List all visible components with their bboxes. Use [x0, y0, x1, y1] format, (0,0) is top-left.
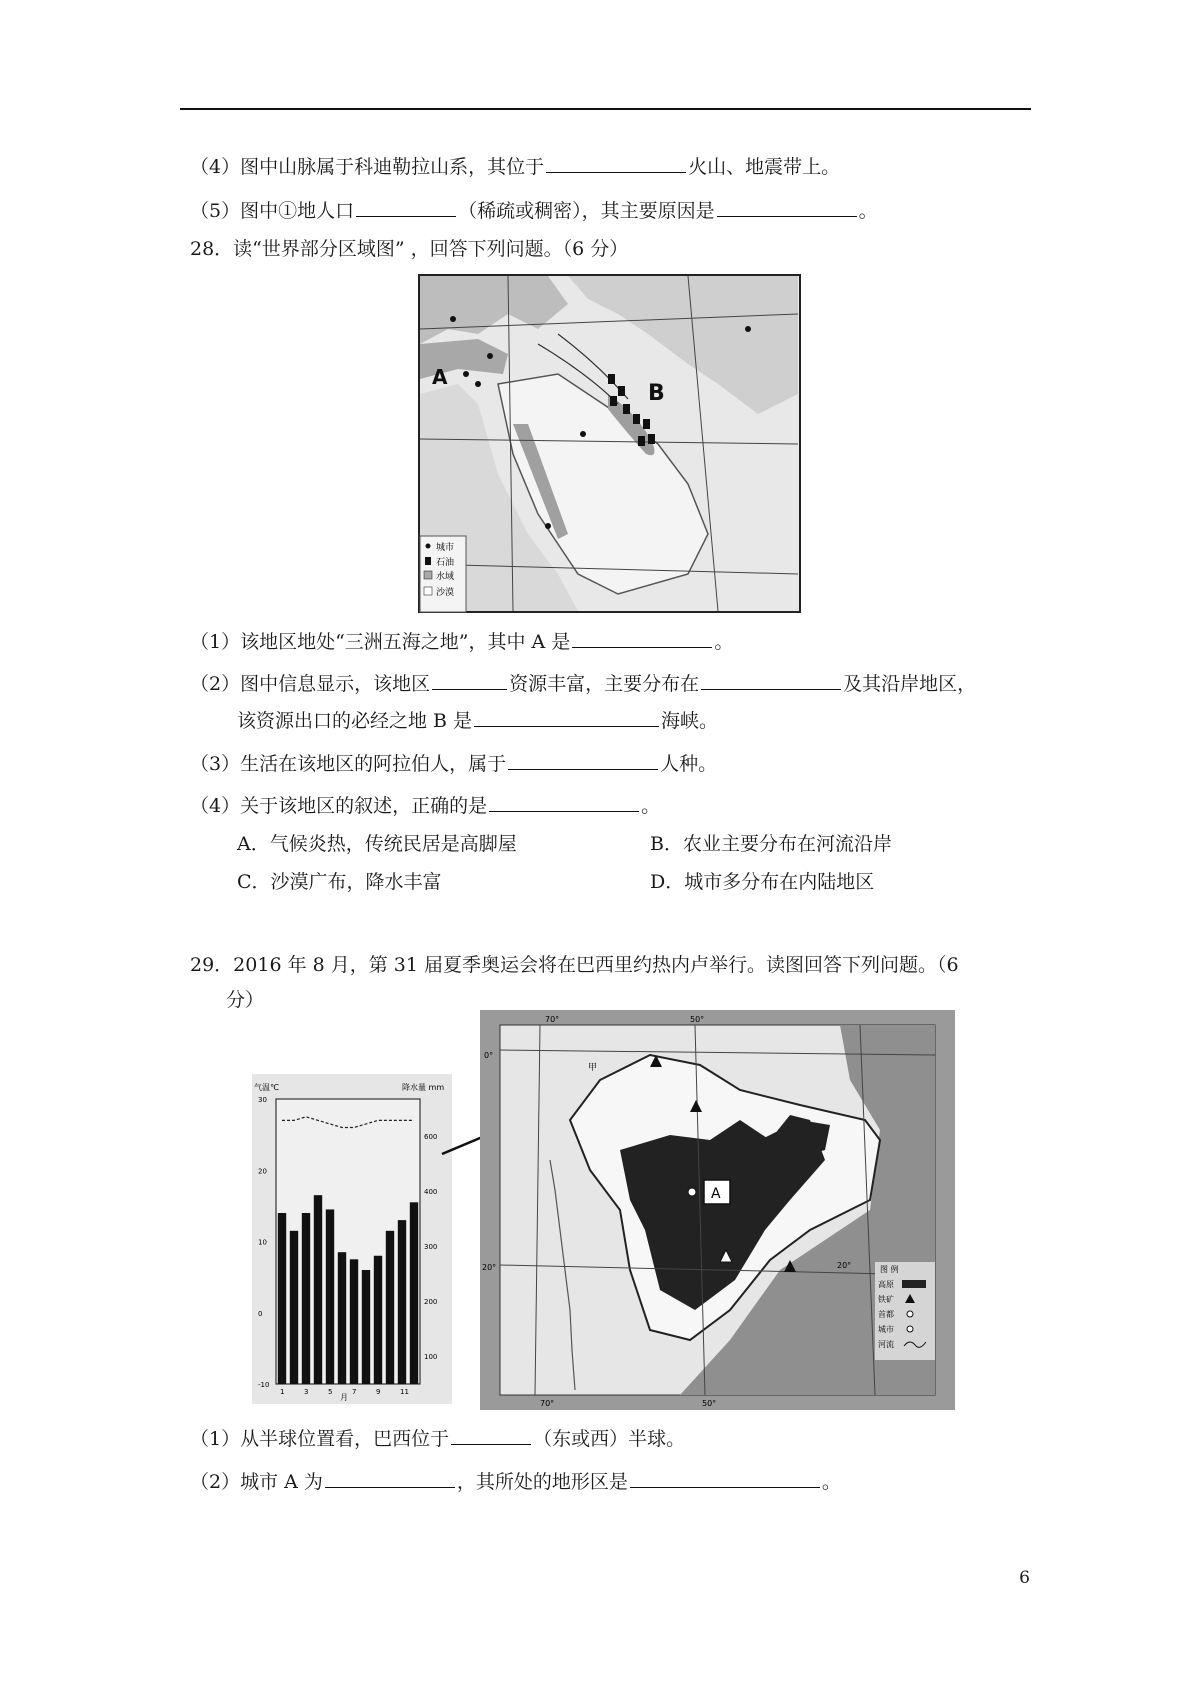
header-rule [180, 108, 1031, 110]
map-legend [420, 536, 466, 612]
q27-item5-text: （5）图中①地人口 [190, 200, 355, 222]
q28-item4 [190, 791, 660, 819]
q28-item2b-text: 该资源出口的必经之地 B 是 [237, 710, 473, 732]
climate-chart [252, 1074, 452, 1404]
answer-blank[interactable] [489, 791, 639, 812]
q28-item2 [190, 669, 976, 697]
q28-item4-text: （4）关于该地区的叙述，正确的是 [190, 795, 488, 817]
legend-city: 城市 [436, 543, 455, 553]
lat-label: 20° [482, 1263, 497, 1272]
page-number: 6 [1019, 1568, 1030, 1588]
answer-blank[interactable] [701, 669, 841, 690]
precip-tick-label: 600 [424, 1133, 438, 1141]
q28-option-d[interactable]: D．城市多分布在内陆地区 [650, 871, 875, 893]
q29-item1-text: （1）从半球位置看，巴西位于 [190, 1428, 450, 1450]
q27-item4-text: （4）图中山脉属于科迪勒拉山系，其位于 [190, 156, 545, 178]
month-tick-label: 9 [376, 1388, 381, 1396]
q29-item2 [190, 1467, 841, 1495]
q29-item2-text: （2）城市 A 为 [190, 1471, 323, 1493]
climate-xlabel: 月 [340, 1393, 348, 1402]
precip-bar [362, 1270, 370, 1384]
answer-blank[interactable] [451, 1424, 531, 1445]
q28-item1-text: （1）该地区地处“三洲五海之地”，其中 A 是 [190, 631, 571, 653]
precip-tick-label: 200 [424, 1298, 438, 1306]
legend-iron: 铁矿 [878, 1295, 894, 1304]
lon-label: 70° [540, 1399, 555, 1408]
answer-blank[interactable] [432, 669, 507, 690]
lat-label: 0° [484, 1051, 494, 1060]
temp-tick-label: 20 [258, 1167, 267, 1176]
precip-bar [350, 1259, 358, 1384]
month-tick-label: 11 [400, 1388, 409, 1396]
precip-tick-label: 400 [424, 1188, 438, 1196]
precip-bar [386, 1231, 394, 1384]
climate-ylabel-left: 气温℃ [254, 1083, 279, 1092]
precip-bar [398, 1220, 406, 1384]
q28-item2-tail: 及其沿岸地区， [843, 673, 977, 695]
temp-tick-label: 30 [258, 1096, 267, 1104]
precip-bar [410, 1202, 418, 1384]
lon-label: 70° [545, 1015, 560, 1024]
brazil-map [480, 1010, 955, 1410]
climate-ylabel-right: 降水量 mm [402, 1083, 445, 1092]
legend-river: 河流 [878, 1340, 894, 1349]
precip-tick-label: 300 [424, 1243, 438, 1251]
middle-east-map [418, 274, 801, 613]
legend-capital: 首都 [878, 1310, 894, 1319]
answer-blank[interactable] [474, 706, 659, 727]
lon-label: 50° [702, 1399, 717, 1408]
precip-bar [302, 1213, 310, 1384]
answer-blank[interactable] [546, 152, 686, 173]
map-label-a: A [432, 365, 448, 389]
answer-blank[interactable] [356, 196, 456, 217]
month-tick-label: 1 [280, 1388, 285, 1396]
answer-blank[interactable] [630, 1467, 820, 1488]
brazil-legend [875, 1262, 935, 1360]
legend-water: 水域 [436, 572, 455, 582]
lon-label: 50° [690, 1015, 705, 1024]
lat-label: 20° [837, 1261, 852, 1270]
temp-tick-label: 0 [258, 1309, 263, 1318]
q28-title: 28．读“世界部分区域图” ，回答下列问题。（6 分） [190, 238, 629, 260]
q28-item1 [190, 627, 733, 655]
temp-tick-label: 10 [258, 1238, 267, 1247]
q29-item2-mid: ，其所处的地形区是 [456, 1471, 628, 1493]
legend-city: 城市 [878, 1325, 894, 1334]
q28-item3-tail: 人种。 [660, 753, 718, 775]
q28-option-b[interactable]: B．农业主要分布在河流沿岸 [650, 833, 892, 855]
precip-bar [290, 1231, 298, 1384]
legend-desert: 沙漠 [436, 588, 455, 598]
brazil-label-jia: 甲 [588, 1063, 598, 1073]
answer-blank[interactable] [717, 196, 857, 217]
q29-title-line1: 29．2016 年 8 月，第 31 届夏季奥运会将在巴西里约热内卢举行。读图回答下列问题。（6 [190, 954, 959, 976]
q28-item3 [190, 749, 717, 777]
q28-item3-text: （3）生活在该地区的阿拉伯人，属于 [190, 753, 507, 775]
answer-blank[interactable] [325, 1467, 455, 1488]
q27-item5 [190, 196, 878, 224]
precip-tick-label: 100 [424, 1353, 438, 1361]
q29-item1 [190, 1424, 685, 1452]
q29-title-line2: 分） [226, 989, 265, 1011]
legend-plateau: 高原 [878, 1280, 894, 1289]
legend-oil: 石油 [436, 558, 455, 568]
q28-item2b-tail: 海峡。 [661, 710, 719, 732]
q28-item2-mid: 资源丰富，主要分布在 [509, 673, 700, 695]
map-label-b: B [648, 381, 665, 406]
q28-item4-tail: 。 [641, 795, 661, 817]
answer-blank[interactable] [508, 749, 658, 770]
precip-bar [326, 1209, 334, 1384]
month-tick-label: 7 [352, 1388, 357, 1396]
month-tick-label: 3 [304, 1388, 309, 1396]
precip-bar [374, 1256, 382, 1384]
q28-item1-tail: 。 [714, 631, 734, 653]
precip-bar [278, 1213, 286, 1384]
q27-item4 [190, 152, 840, 180]
q27-item5-mid: （稀疏或稠密），其主要原因是 [458, 200, 715, 222]
brazil-label-a: A [711, 1186, 721, 1202]
month-tick-label: 5 [328, 1388, 333, 1396]
q29-item2-tail: 。 [821, 1471, 841, 1493]
q28-item2-text: （2）图中信息显示，该地区 [190, 673, 431, 695]
precip-bar [338, 1252, 346, 1384]
q27-item4-tail: 火山、地震带上。 [688, 156, 841, 178]
q28-option-c[interactable]: C．沙漠广布，降水丰富 [237, 871, 442, 893]
answer-blank[interactable] [572, 627, 712, 648]
q28-option-a[interactable]: A．气候炎热，传统民居是高脚屋 [237, 833, 517, 855]
legend-title: 图 例 [880, 1265, 899, 1274]
q29-item1-tail: （东或西）半球。 [533, 1428, 686, 1450]
q28-item2b [237, 706, 718, 734]
q27-item5-tail: 。 [858, 200, 878, 222]
precip-bar [314, 1195, 322, 1384]
temp-tick-label: -10 [258, 1381, 270, 1389]
